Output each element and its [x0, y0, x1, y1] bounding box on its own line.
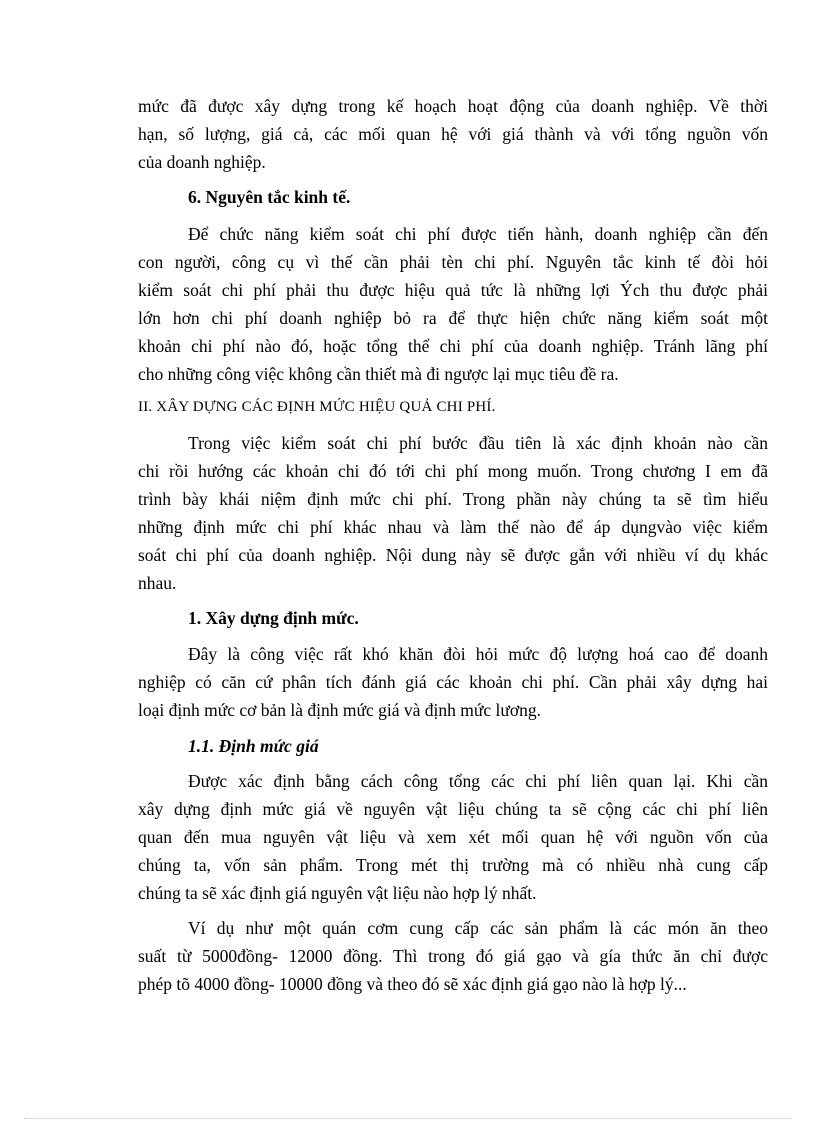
paragraph-line: soát chi phí của doanh nghiệp. Nội dung này sẽ được gắn với nhiều ví dụ khác: [138, 545, 768, 565]
paragraph-line: Ví dụ như một quán cơm cung cấp các sản phẩm là các món ăn theo: [188, 918, 768, 938]
paragraph-line: lớn hơn chi phí doanh nghiệp bỏ ra để thực hiện chức năng kiểm soát một: [138, 308, 768, 328]
paragraph-line: Đây là công việc rất khó khăn đòi hỏi mức độ lượng hoá cao để doanh: [188, 644, 768, 664]
paragraph-line: Trong việc kiểm soát chi phí bước đầu tiên là xác định khoản nào cần: [188, 433, 768, 453]
paragraph-line: nhau.: [138, 573, 177, 593]
paragraph-line: khoản chi phí nào đó, hoặc tổng thể chi phí của doanh nghiệp. Tránh lãng phí: [138, 336, 768, 356]
paragraph-line: chúng ta, vốn sản phẩm. Trong mét thị trường mà có nhiều nhà cung cấp: [138, 855, 768, 875]
paragraph-line: trình bày khái niệm định mức chi phí. Trong phần này chúng ta sẽ tìm hiểu: [138, 489, 768, 509]
paragraph-line: phép tõ 4000 đồng- 10000 đồng và theo đó sẽ xác định giá gạo nào là hợp lý...: [138, 974, 687, 994]
heading-dinh-muc-gia: 1.1. Định mức giá: [188, 736, 319, 756]
paragraph-line: chúng ta sẽ xác định giá nguyên vật liệu nào hợp lý nhất.: [138, 883, 537, 903]
paragraph-line: chi rồi hướng các khoản chi đó tới chi phí mong muốn. Trong chương I em đã: [138, 461, 768, 481]
paragraph-line: xây dựng định mức giá về nguyên vật liệu chúng ta sẽ cộng các chi phí liên: [138, 799, 768, 819]
paragraph-line: kiểm soát chi phí phải thu được hiệu quả tức là những lợi Ých thu được phải: [138, 280, 768, 300]
paragraph-line: quan đến mua nguyên vật liệu và xem xét mối quan hệ với nguồn vốn của: [138, 827, 768, 847]
paragraph-line: nghiệp có căn cứ phân tích đánh giá các khoản chi phí. Cần phải xây dựng hai: [138, 672, 768, 692]
paragraph-line: Để chức năng kiểm soát chi phí được tiến hành, doanh nghiệp cần đến: [188, 224, 768, 244]
heading-nguyen-tac-kinh-te: 6. Nguyên tắc kinh tế.: [188, 187, 351, 207]
paragraph-line: hạn, số lượng, giá cả, các mối quan hệ với giá thành và với tổng nguồn vốn: [138, 124, 768, 144]
paragraph-line: mức đã được xây dựng trong kế hoạch hoạt động của doanh nghiệp. Về thời: [138, 96, 768, 116]
paragraph-line: Được xác định bằng cách công tổng các chi phí liên quan lại. Khi cần: [188, 771, 768, 791]
section-heading-ii: II. XÂY DỰNG CÁC ĐỊNH MỨC HIỆU QUẢ CHI PHÍ.: [138, 399, 496, 415]
paragraph-line: con người, công cụ vì thế cần phải tèn chi phí. Nguyên tắc kinh tế đòi hỏi: [138, 252, 768, 272]
paragraph-line: của doanh nghiệp.: [138, 152, 266, 172]
heading-xay-dung-dinh-muc: 1. Xây dựng định mức.: [188, 608, 359, 628]
paragraph-line: suất từ 5000đồng- 12000 đồng. Thì trong đó giá gạo và gía thức ăn chỉ được: [138, 946, 768, 966]
paragraph-line: những định mức chi phí khác nhau và làm thế nào để áp dụngvào việc kiểm: [138, 517, 768, 537]
paragraph-line: cho những công việc không cần thiết mà đi ngược lại mục tiêu đề ra.: [138, 364, 619, 384]
paragraph-line: loại định mức cơ bản là định mức giá và định mức lương.: [138, 700, 541, 720]
page-bottom-divider: [24, 1118, 792, 1119]
